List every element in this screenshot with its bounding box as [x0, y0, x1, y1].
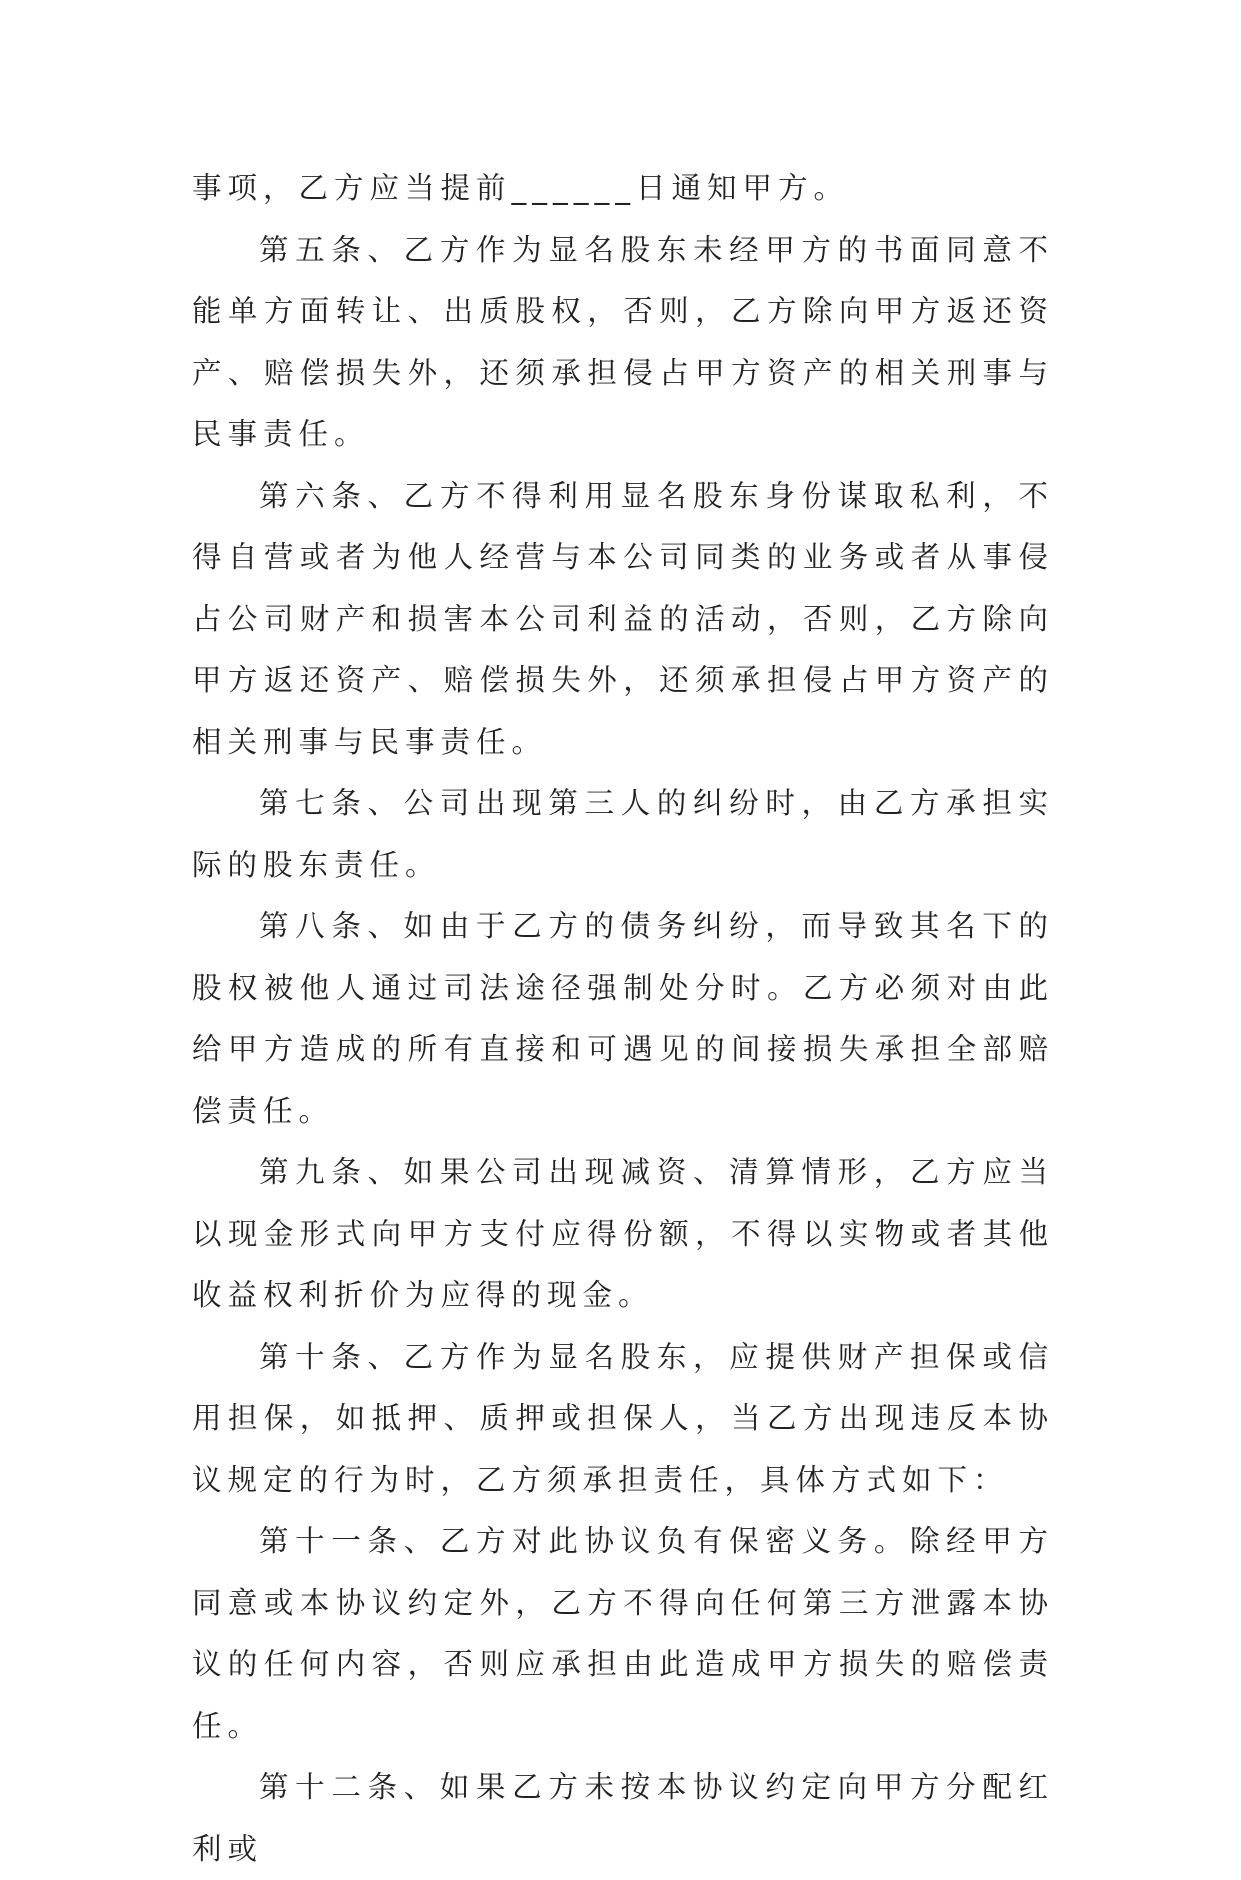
paragraph-article-8: 第八条、如由于乙方的债务纠纷，而导致其名下的股权被他人通过司法途径强制处分时。乙方必须对由此给甲方造成的所有直接和可遇见的间接损失承担全部赔偿责任。: [192, 909, 1054, 1128]
paragraph-article-7: 第七条、公司出现第三人的纠纷时，由乙方承担实际的股东责任。: [192, 786, 1054, 882]
document-body: [192, 158, 1054, 1880]
paragraph-notice-continuation: 事项，乙方应当提前______日通知甲方。: [192, 171, 850, 205]
paragraph-article-9: 第九条、如果公司出现减资、清算情形，乙方应当以现金形式向甲方支付应得份额，不得以实物或者其他收益权利折价为应得的现金。: [192, 1155, 1054, 1312]
paragraph-article-12: 第十二条、如果乙方未按本协议约定向甲方分配红利或: [192, 1770, 1054, 1866]
paragraph-article-5: 第五条、乙方作为显名股东未经甲方的书面同意不能单方面转让、出质股权，否则，乙方除向甲方返还资产、赔偿损失外，还须承担侵占甲方资产的相关刑事与民事责任。: [192, 232, 1054, 451]
paragraph-article-11: 第十一条、乙方对此协议负有保密义务。除经甲方同意或本协议约定外，乙方不得向任何第三方泄露本协议的任何内容，否则应承担由此造成甲方损失的赔偿责任。: [192, 1524, 1054, 1743]
paragraph-article-10: 第十条、乙方作为显名股东，应提供财产担保或信用担保，如抵押、质押或担保人，当乙方出现违反本协议规定的行为时，乙方须承担责任，具体方式如下：: [192, 1339, 1054, 1497]
paragraph-article-6: 第六条、乙方不得利用显名股东身份谋取私利，不得自营或者为他人经营与本公司同类的业务或者从事侵占公司财产和损害本公司利益的活动，否则，乙方除向甲方返还资产、赔偿损失外，还须承担侵占甲方资产的相关刑事与民事责任。: [192, 478, 1054, 759]
